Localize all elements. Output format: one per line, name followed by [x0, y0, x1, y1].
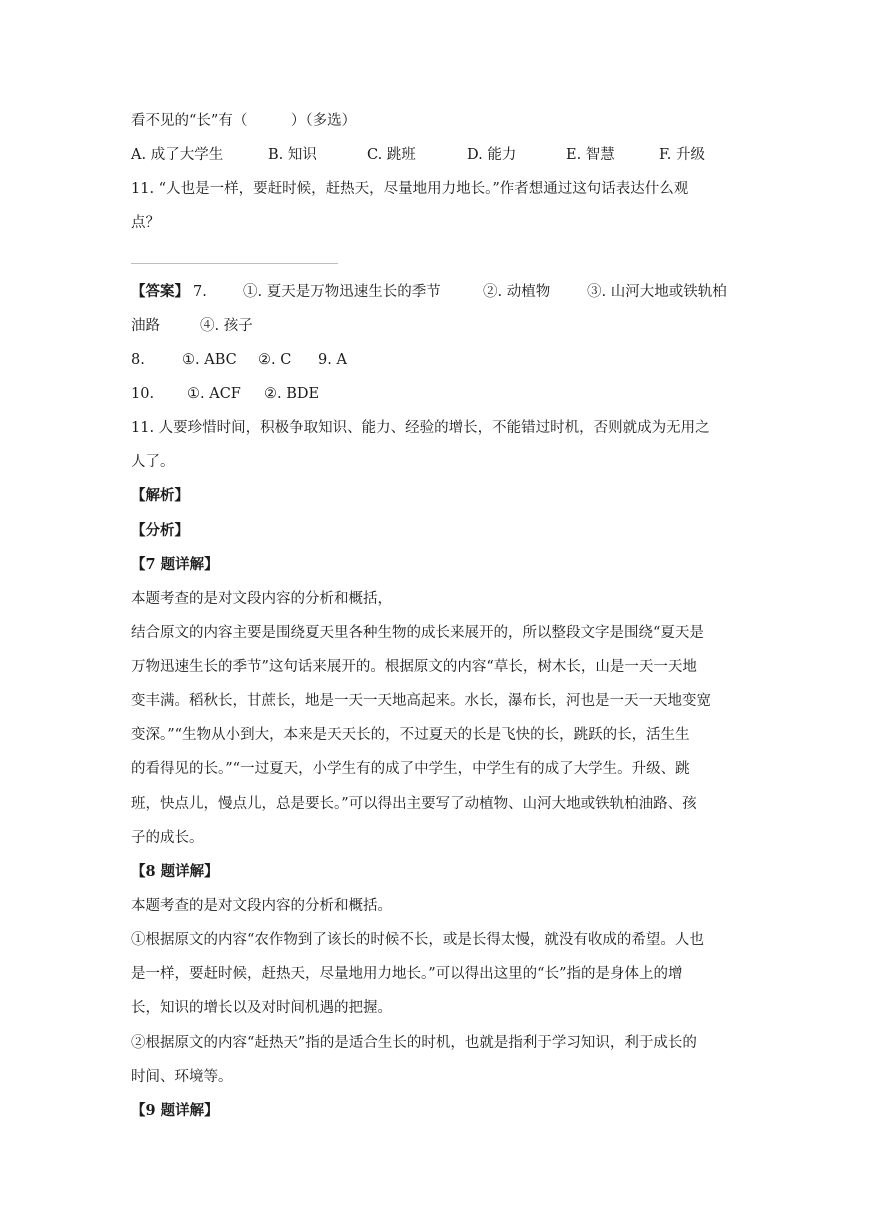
answer-q9: 9. A	[318, 352, 347, 368]
option-a: A. 成了大学生	[131, 147, 224, 163]
answer-label: 【答案】	[131, 283, 189, 300]
question10-prompt: 看不见的“长”有（ ）（多选）	[131, 113, 357, 129]
q8-detail-line: ①根据原文的内容“农作物到了该长的时候不长，或是长得太慢，就没有收成的希望。人也	[131, 932, 704, 948]
q9-detail-heading: 【9 题详解】	[131, 1102, 219, 1119]
answer-q7-item4: ④. 孩子	[200, 318, 253, 334]
q8-detail-line: 时间、环境等。	[131, 1069, 233, 1085]
answer-q10-num: 10.	[131, 386, 155, 402]
option-d: D. 能力	[467, 147, 517, 163]
answer-q10-item1: ①. ACF	[187, 386, 241, 402]
answer-q7-item3: ③. 山河大地或铁轨柏	[587, 284, 727, 300]
analysis-heading: 【解析】	[131, 487, 189, 504]
fenxi-heading: 【分析】	[131, 522, 189, 539]
q8-detail-line: 本题考查的是对文段内容的分析和概括。	[131, 898, 392, 914]
answer-q7-item2: ②. 动植物	[483, 284, 551, 300]
q7-detail-line: 变深。”“生物从小到大，本来是天天长的，不过夏天的长是飞快的长，跳跃的长，活生生	[131, 727, 690, 743]
question11-line1: 11. “人也是一样，要赶时候，赶热天，尽量地用力地长。”作者想通过这句话表达什么观	[131, 181, 689, 197]
q8-detail-line: 长，知识的增长以及对时间机遇的把握。	[131, 1000, 392, 1016]
answer-q7-line2: 油路	[131, 318, 160, 334]
answer-q7-item1: ①. 夏天是万物迅速生长的季节	[243, 284, 441, 300]
question11-line2: 点？	[131, 215, 160, 231]
q8-detail-line: ②根据原文的内容“赶热天”指的是适合生长的时机，也就是指利于学习知识，利于成长的	[131, 1035, 697, 1051]
q7-detail-line: 本题考查的是对文段内容的分析和概括，	[131, 591, 392, 607]
q7-detail-line: 子的成长。	[131, 830, 204, 846]
option-e: E. 智慧	[566, 147, 615, 163]
answer-q7-num: 7.	[193, 284, 207, 300]
option-b: B. 知识	[268, 147, 317, 163]
q7-detail-line: 班，快点儿，慢点儿，总是要长。”可以得出主要写了动植物、山河大地或铁轨柏油路、孩	[131, 796, 697, 812]
answer-q8-item1: ①. ABC	[182, 352, 237, 368]
answer-q11-line1: 11. 人要珍惜时间，积极争取知识、能力、经验的增长，不能错过时机，否则就成为无用之	[131, 420, 710, 436]
option-f: F. 升级	[659, 147, 706, 163]
option-c: C. 跳班	[367, 147, 416, 163]
answer-q8-item2: ②. C	[258, 352, 292, 368]
q8-detail-line: 是一样，要赶时候，赶热天，尽量地用力地长。”可以得出这里的“长”指的是身体上的增	[131, 966, 683, 982]
divider	[131, 263, 338, 264]
q7-detail-line: 变丰满。稻秋长，甘蔗长，地是一天一天地高起来。水长，瀑布长，河也是一天一天地变宽	[131, 693, 711, 709]
q7-detail-heading: 【7 题详解】	[131, 556, 219, 573]
answer-q11-line2: 人了。	[131, 454, 175, 470]
answer-q10-item2: ②. BDE	[264, 386, 320, 402]
q7-detail-line: 万物迅速生长的季节”这句话来展开的。根据原文的内容“草长，树木长，山是一天一天地	[131, 659, 697, 675]
q7-detail-line: 结合原文的内容主要是围绕夏天里各种生物的成长来展开的，所以整段文字是围绕“夏天是	[131, 625, 704, 641]
q8-detail-heading: 【8 题详解】	[131, 863, 219, 880]
answer-q8-num: 8.	[131, 352, 145, 368]
q7-detail-line: 的看得见的长。”“一过夏天，小学生有的成了中学生，中学生有的成了大学生。升级、跳	[131, 761, 690, 777]
